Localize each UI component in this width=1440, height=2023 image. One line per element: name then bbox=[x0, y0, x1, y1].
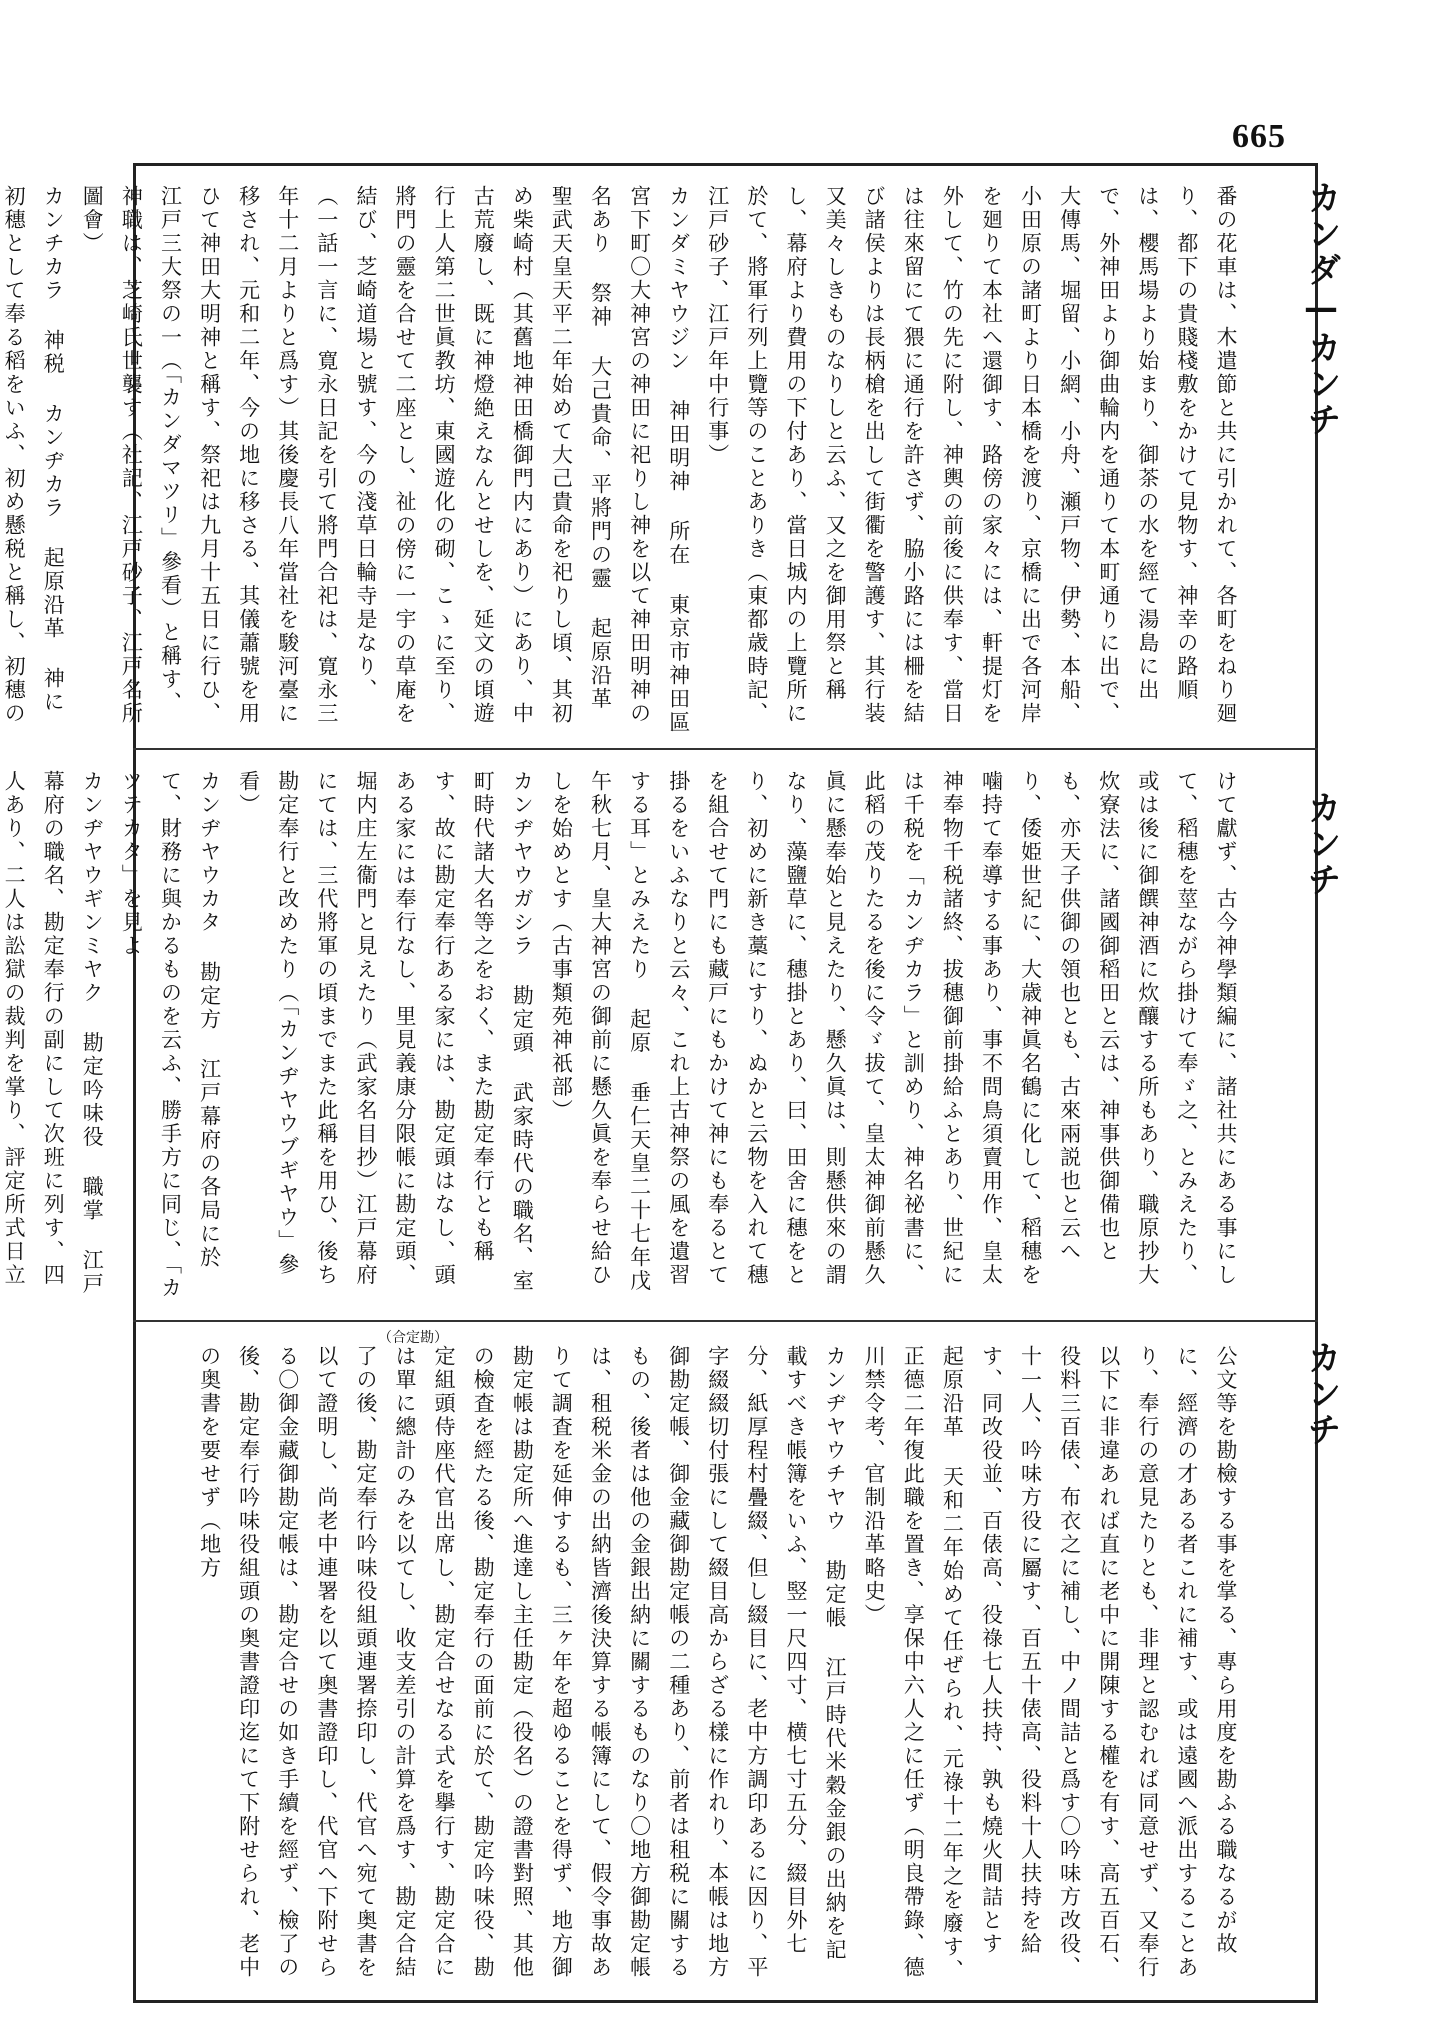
paragraph: カンダミヤウジン 神田明神 所在 東京市神田區宮下町〇大神宮の神田に祀りし神を以て神田明神の名あり 祭神 大己貴命、平將門の靈 起原沿革 聖武天皇天平二年始めて大己貴命を祀りし頃、其初め柴崎村（其舊地神田橋御門内にあり）にあり、中古荒廢し、既に神燈絶えなんとせしを、延文の頃遊行上人第二世眞教坊、東國遊化の砌、こゝに至り、將門の靈を合せて二座とし、祉の傍に一宇の草庵を結び、芝崎道場と號す、今の淺草日輪寺是なり、（一話一言に、寛永日記を引て將門合祀は、寛永三年十二月よりと爲す）其後慶長八年當社を駿河臺に移され、元和二年、今の地に移さる、其儀蕭號を用ひて神田大明神と稱す、祭祀は九月十五日に行ひ、江戸三大祭の一（「カンダマツリ」參看）と稱す、神職は、芝崎氏世襲す（社記、江戸砂子、江戸名所圖會） bbox=[80, 185, 691, 735]
paragraph: カンヂヤウギンミヤク 勘定吟味役 職掌 江戸幕府の職名、勘定奉行の副にして次班に列す、四人あり、二人は訟獄の裁判を掌り、評定所式日立 bbox=[2, 770, 105, 1296]
corner-note: （合定勘） bbox=[378, 1330, 448, 1346]
paragraph: 公文等を勘檢する事を掌る、專ら用度を勘ふる職なるが故に、經濟の才ある者これに補す、或は遠國へ派出することあり、奉行の意見たりとも、非理と認むれば同意せず、又奉行以下に非違あれば直に老中に開陳する權を有す、高五百石、役料三百俵、布衣之に補し、中ノ間詰と爲す〇吟味方改役、十一人、吟味方役に屬す、百五十俵高、役料十人扶持を給す、同改役並、百俵高、役祿七人扶持、孰も燒火間詰とす bbox=[979, 1345, 1238, 1980]
page-number: 665 bbox=[1232, 118, 1286, 155]
text-band-top bbox=[2, 185, 1245, 735]
paragraph: けて獻ず、古今神學類編に、諸社共にある事にして、稻穗を莖ながら掛けて奉ゞ之、とみえたり、或は後に御饌神酒に炊釀する所もあり、職原抄大炊寮法に、諸國御稻田と云は、神事供御備也とも、亦天子供御の領也とも、古來兩説也と云へり、倭姫世紀に、大歳神眞名鶴に化して、稻穗を噛持て奉導する事あり、事不問鳥須賣用作、皇太神奉物千税諸終、拔穗御前掛給ふとあり、世紀には千税を「カンヂカラ」と訓めり、神名祕書に、此稻の茂りたるを後に令ゞ拔て、皇太神御前懸久眞に懸奉始と見えたり、懸久眞は、則懸供來の謂なり、藻鹽草に、穗掛とあり、曰、田舍に穗をとり、初めに新き藁にすり、ぬかと云物を入れて穗を組合せて門にも藏戸にもかけて神にも奉るとて掛るをいふなりと云々、これ上古神祭の風を遺習する耳」とみえたり 起原 垂仁天皇二十七年戊午秋七月、皇大神宮の御前に懸久眞を奉らせ給ひしを始めとす（古事類苑神祇部） bbox=[549, 770, 1238, 1293]
running-head-1: カンダ—カンチ bbox=[1301, 180, 1341, 438]
band-divider-2 bbox=[133, 1320, 1318, 1322]
band-divider-1 bbox=[133, 748, 1318, 750]
paragraph: カンヂヤウカタ 勘定方 江戸幕府の各局に於て、財務に與かるものを云ふ、勝手方に同じ、「カツテカタ」を見よ bbox=[119, 770, 222, 1300]
paragraph: 番の花車は、木遣節と共に引かれて、各町をねり廻り、都下の貴賤棧敷をかけて見物す、神幸の路順は、櫻馬場より始まり、御茶の水を經て湯島に出で、外神田より御曲輪内を通りて本町通りに出で、大傳馬、堀留、小網、小舟、瀬戸物、伊勢、本船、小田原の諸町より日本橋を渡り、京橋に出で各河岸を廻りて本社へ還御す、路傍の家々には、軒提灯を外して、竹の先に附し、神輿の前後に供奉す、當日は往來留にて猥に通行を許さず、脇小路には柵を結び諸侯よりは長柄槍を出して街衢を警護す、其行装又美々しきものなりしと云ふ、又之を御用祭と稱し、幕府より費用の下付あり、當日城内の上覽所に於て、將軍行列上覽等のことありき（東都歳時記、江戸砂子、江戸年中行事） bbox=[705, 185, 1238, 726]
paragraph: 起原沿革 天和二年始めて任ぜられ、元祿十二年之を廢す、正德二年復此職を置き、享保中六人之に任ず（明良帶錄、德川禁令考、官制沿革略史） bbox=[862, 1345, 965, 1983]
paragraph: カンチカラ 神税 カンヂカラ 起原沿革 神に初穗として奉る稻をいふ、初め懸税と稱し、初穗の bbox=[2, 185, 66, 726]
paragraph: カンヂヤウチヤウ 勘定帳 江戸時代米穀金銀の出納を記載すべき帳簿をいふ、竪一尺四寸、横七寸五分、綴目外七分、紙厚程村疊綴、但し綴目に、老中方調印あるに因り、平字綴綴切付張にして綴目高からざる樣に作れり、本帳は地方御勘定帳、御金藏御勘定帳の二種あり、前者は租税に關するもの、後者は他の金銀出納に關するものなり〇地方御勘定帳は、租税米金の出納皆濟後決算する帳簿にして、假令事故ありて調査を延伸するも、三ヶ年を超ゆることを得ず、地方御勘定帳は勘定所へ進達し主任勘定（役名）の證書對照、其他の檢査を經たる後、勘定奉行の面前に於て、勘定吟味役、勘定組頭侍座代官出席し、勘定合せなる式を擧行す、勘定合には單に總計のみを以てし、收支差引の計算を爲す、勘定合結了の後、勘定奉行吟味役組頭連署捺印し、代官へ宛て奥書を以て證明し、尚老中連署を以て奥書證印し、代官へ下附せらる〇御金藏御勘定帳は、勘定合せの如き手續を經ず、檢了の後、勘定奉行吟味役組頭の奥書證印迄にて下附せられ、老中の奥書を要せず（地方 bbox=[197, 1345, 848, 1980]
text-band-bottom bbox=[155, 1345, 1245, 1985]
running-head-2: カンチ bbox=[1301, 790, 1341, 898]
running-head-3: カンチ bbox=[1301, 1340, 1341, 1448]
paragraph: カンヂヤウガシラ 勘定頭 武家時代の職名、室町時代諸大名等之をおく、また勘定奉行とも稱す、故に勘定奉行ある家には、勘定頭はなし、頭ある家には奉行なし、里見義康分限帳に勘定頭、堀内庄左衞門と見えたり（武家名目抄）江戸幕府にては、三代將軍の頃までまた此稱を用ひ、後ち勘定奉行と改めたり（「カンヂヤウブギヤウ」參看） bbox=[236, 770, 535, 1293]
text-band-middle bbox=[2, 770, 1245, 1310]
